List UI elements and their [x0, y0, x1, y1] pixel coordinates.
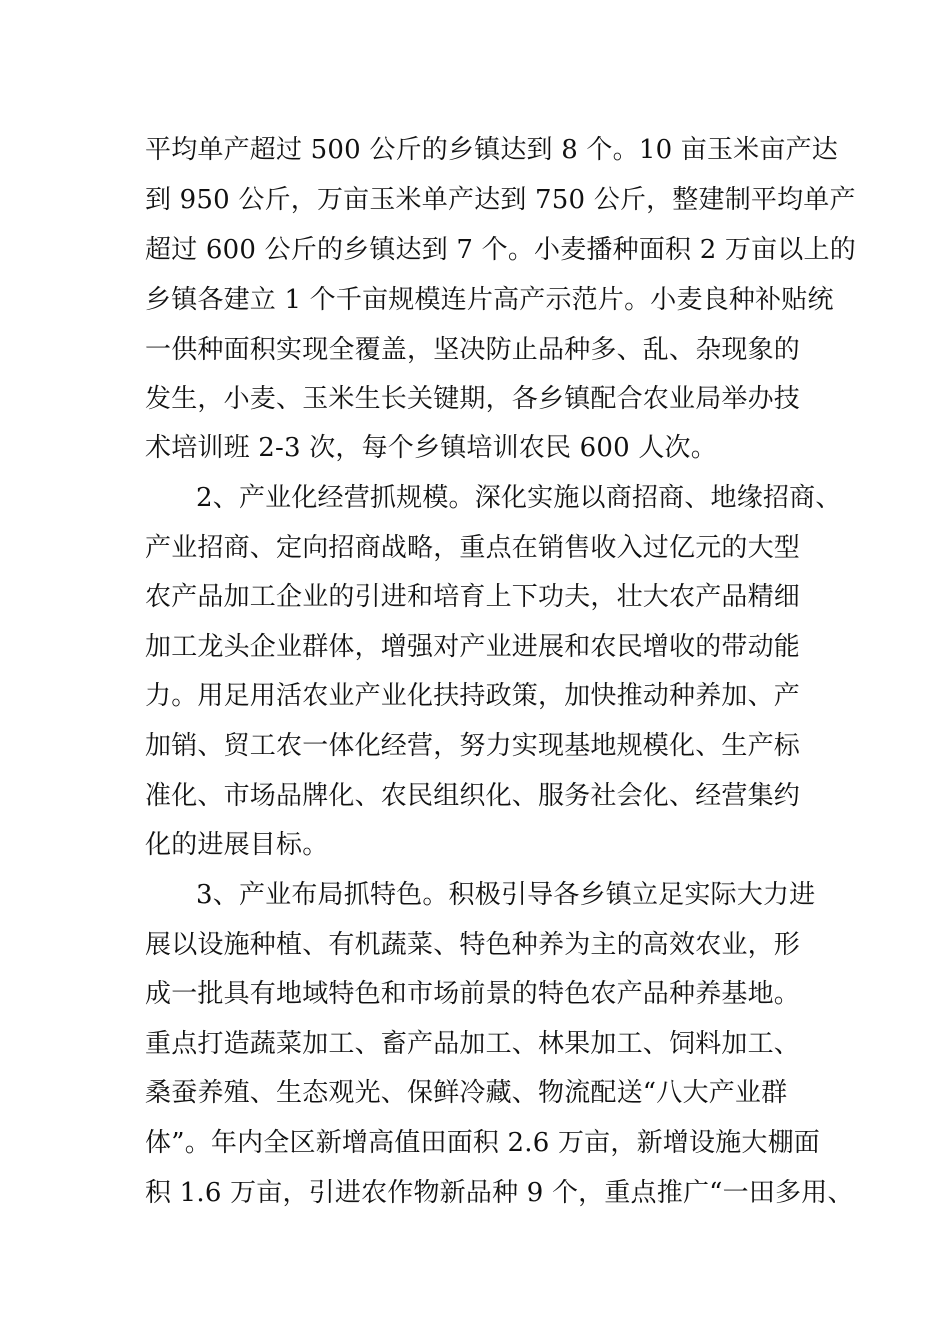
text-line: 展以设施种植、有机蔬菜、特色种养为主的高效农业，形	[145, 930, 801, 960]
text-line: 发生，小麦、玉米生长关键期，各乡镇配合农业局举办技	[145, 384, 801, 414]
text-line: 加工龙头企业群体，增强对产业进展和农民增收的带动能	[145, 632, 801, 662]
text-line: 力。用足用活农业产业化扶持政策，加快推动种养加、产	[145, 681, 801, 711]
text-line: 乡镇各建立 1 个千亩规模连片高产示范片。小麦良种补贴统	[145, 285, 834, 315]
text-line: 一供种面积实现全覆盖，坚决防止品种多、乱、杂现象的	[145, 335, 801, 365]
text-line: 积 1.6 万亩，引进农作物新品种 9 个，重点推广“一田多用、	[145, 1178, 854, 1208]
text-line: 产业招商、定向招商战略，重点在销售收入过亿元的大型	[145, 533, 801, 563]
text-line: 农产品加工企业的引进和培育上下功夫，壮大农产品精细	[145, 582, 801, 612]
paragraph-2-first-line: 2、产业化经营抓规模。深化实施以商招商、地缘招商、	[196, 483, 842, 513]
text-line: 到 950 公斤，万亩玉米单产达到 750 公斤，整建制平均单产	[145, 185, 856, 215]
text-line: 加销、贸工农一体化经营，努力实现基地规模化、生产标	[145, 731, 801, 761]
text-line: 桑蚕养殖、生态观光、保鲜冷藏、物流配送“八大产业群	[145, 1078, 788, 1108]
text-line: 成一批具有地域特色和市场前景的特色农产品种养基地。	[145, 979, 801, 1009]
text-line: 重点打造蔬菜加工、畜产品加工、林果加工、饲料加工、	[145, 1029, 801, 1059]
text-line: 超过 600 公斤的乡镇达到 7 个。小麦播种面积 2 万亩以上的	[145, 235, 856, 265]
text-line: 术培训班 2-3 次，每个乡镇培训农民 600 人次。	[145, 433, 717, 463]
paragraph-3-first-line: 3、产业布局抓特色。积极引导各乡镇立足实际大力进	[196, 880, 816, 910]
text-line: 体”。年内全区新增高值田面积 2.6 万亩，新增设施大棚面	[145, 1128, 820, 1158]
text-line: 化的进展目标。	[145, 830, 329, 860]
text-line: 准化、市场品牌化、农民组织化、服务社会化、经营集约	[145, 781, 801, 811]
text-line: 平均单产超过 500 公斤的乡镇达到 8 个。10 亩玉米亩产达	[145, 135, 838, 165]
